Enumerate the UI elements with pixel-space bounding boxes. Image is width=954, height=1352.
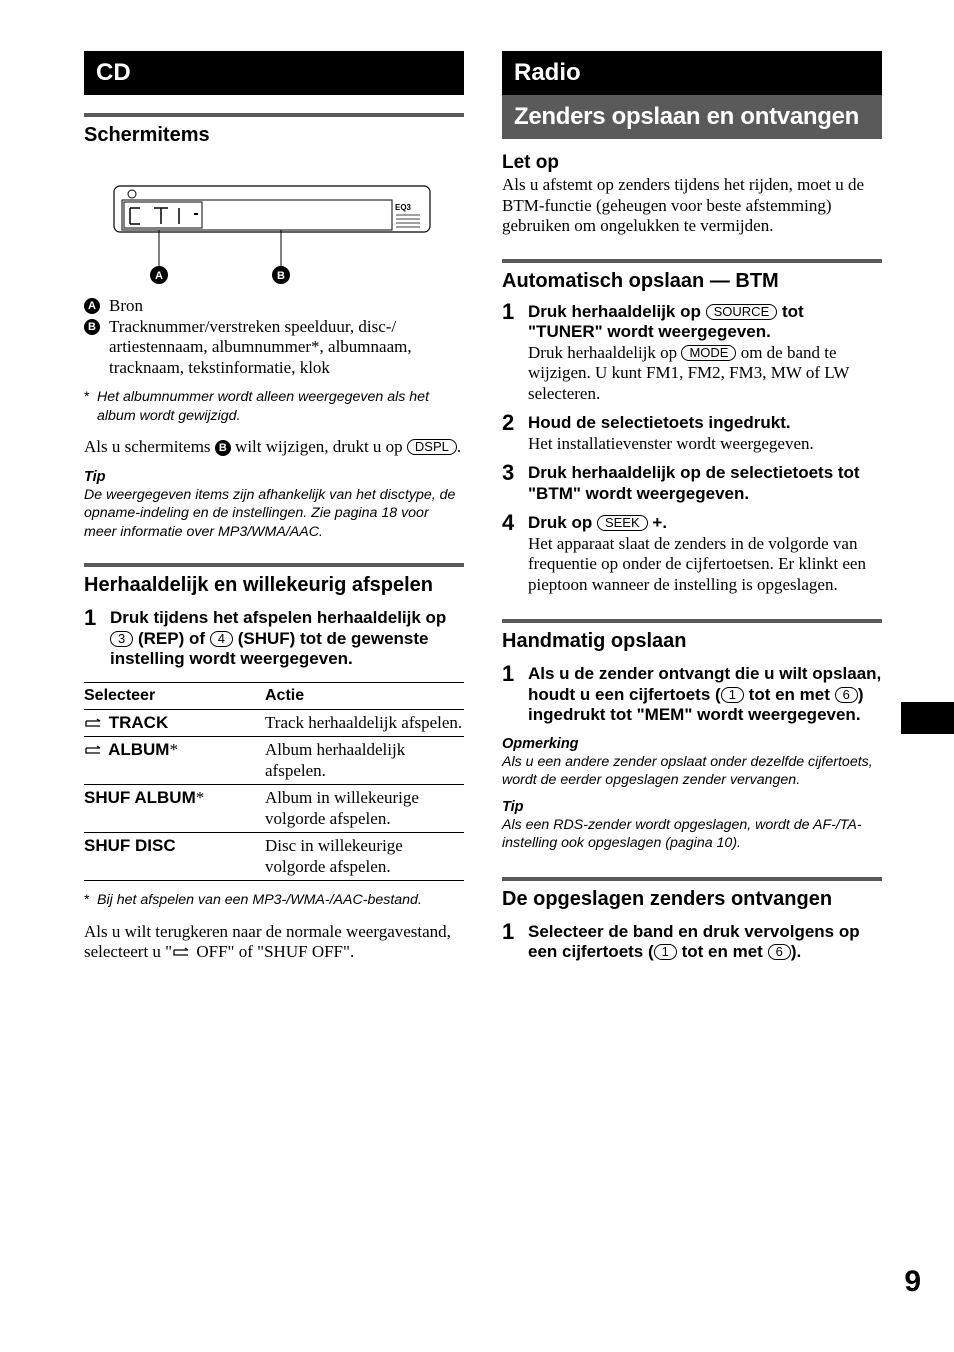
page-number: 9 xyxy=(904,1265,921,1298)
repeat-icon xyxy=(84,745,104,757)
table-row: TRACK Track herhaaldelijk afspelen. xyxy=(84,709,464,737)
return-text: Als u wilt terugkeren naar de normale weergavestand, selecteert u " OFF" of "SHUF OFF". xyxy=(84,921,451,961)
display-panel-diagram xyxy=(84,148,464,288)
seek-button: SEEK xyxy=(597,515,648,531)
section-tab-marker xyxy=(901,702,954,734)
repeat-step-1: 1 Druk tijdens het afspelen herhaaldelijk op 3 (REP) of 4 (SHUF) tot de gewenste instelling wordt weergegeven. xyxy=(84,605,447,668)
btm-step-4: 4 Druk op SEEK +. Het apparaat slaat de zenders in de volgorde van frequentie op onder de cijfertoetsen. Er klinkt een pieptoon wanneer de instelling is opgeslagen. xyxy=(502,510,866,594)
note-label: Opmerking xyxy=(502,735,579,752)
button-6: 6 xyxy=(768,944,791,960)
dspl-button: DSPL xyxy=(407,439,457,455)
badge-b-inline: B xyxy=(215,440,231,456)
play-mode-table xyxy=(84,682,464,882)
svg-text:EQ3: EQ3 xyxy=(395,203,412,212)
display-illustration xyxy=(84,148,464,288)
source-button: SOURCE xyxy=(706,304,778,320)
marker-b-label: B xyxy=(277,270,285,282)
repeat-icon xyxy=(172,947,192,959)
badge-b: B xyxy=(84,319,100,335)
table-row: SHUF ALBUM* Album in willekeurige volgorde afspelen. xyxy=(84,785,464,833)
table-head-select: Selecteer xyxy=(84,682,265,709)
schermitems-heading: Schermitems xyxy=(84,113,464,148)
item-a-text: Bron xyxy=(109,296,143,315)
btm-step-1: 1 Druk herhaaldelijk op SOURCE tot "TUNER" wordt weergegeven. Druk herhaaldelijk op MODE om de band te wijzigen. U kunt FM1, FM2, FM3, MW of LW selecteren. xyxy=(502,298,850,403)
right-column xyxy=(502,51,882,963)
change-items-text: Als u schermitems B wilt wijzigen, drukt u op DSPL . xyxy=(84,437,462,456)
btm-heading: Automatisch opslaan — BTM xyxy=(502,259,882,294)
table-row: ALBUM* Album herhaaldelijk afspelen. xyxy=(84,737,464,785)
letop-heading: Let op xyxy=(502,152,559,173)
step-number: 1 xyxy=(84,605,97,630)
marker-a-label: A xyxy=(155,270,163,282)
tip-text: De weergegeven items zijn afhankelijk van het disctype, de opname-indeling en de instellingen. Zie pagina 18 voor meer informatie over MP3/WMA/AAC. xyxy=(84,486,456,540)
button-6: 6 xyxy=(835,687,858,703)
receive-step-1: 1 Selecteer de band en druk vervolgens op een cijfertoets ( 1 tot en met 6 ). xyxy=(502,918,860,961)
button-4: 4 xyxy=(210,631,233,647)
btm-step-3: 3 Druk herhaaldelijk op de selectietoets tot "BTM" wordt weergegeven. xyxy=(502,460,860,503)
zenders-banner: Zenders opslaan en ontvangen xyxy=(502,95,882,139)
table-head-action: Actie xyxy=(265,682,464,709)
button-1: 1 xyxy=(654,944,677,960)
badge-a: A xyxy=(84,298,100,314)
table-row: SHUF DISC Disc in willekeurige volgorde afspelen. xyxy=(84,833,464,881)
tip-label: Tip xyxy=(502,798,524,815)
tip-label: Tip xyxy=(84,468,106,485)
mode-button: MODE xyxy=(681,345,736,361)
receive-heading: De opgeslagen zenders ontvangen xyxy=(502,877,882,912)
btm-step-2: 2 Houd de selectietoets ingedrukt. Het installatievenster wordt weergegeven. xyxy=(502,410,814,453)
button-3: 3 xyxy=(110,631,133,647)
button-1: 1 xyxy=(721,687,744,703)
item-b-row xyxy=(84,317,464,379)
letop-text: Als u afstemt op zenders tijdens het rijden, moet u de BTM-functie (geheugen voor beste afstemming) gebruiken om ongelukken te vermijden. xyxy=(502,175,865,235)
repeat-icon xyxy=(84,718,104,730)
manual-step-1: 1 Als u de zender ontvangt die u wilt opslaan, houdt u een cijfertoets ( 1 tot en met 6 ) ingedrukt tot "MEM" wordt weergegeven. xyxy=(502,661,882,724)
repeat-heading: Herhaaldelijk en willekeurig afspelen xyxy=(84,563,464,598)
left-column xyxy=(84,51,464,963)
radio-banner: Radio xyxy=(502,51,882,95)
item-a-row xyxy=(84,296,464,317)
repeat-footnote: * Bij het afspelen van een MP3-/WMA-/AAC-bestand. xyxy=(84,892,422,908)
manual-heading: Handmatig opslaan xyxy=(502,619,882,654)
item-b-text: Tracknummer/verstreken speelduur, disc-/ artiestennaam, albumnummer*, albumnaam, tracknaam, tekstinformatie, klok xyxy=(109,316,412,377)
note-text: Als u een andere zender opslaat onder dezelfde cijfertoets, wordt de eerder opgeslagen zender vervangen. xyxy=(502,753,873,788)
cd-banner: CD xyxy=(84,51,464,95)
schermitems-footnote: * Het albumnummer wordt alleen weergegeven als het album wordt gewijzigd. xyxy=(84,389,430,424)
tip-text: Als een RDS-zender wordt opgeslagen, wordt de AF-/TA-instelling ook opgeslagen (pagina 10). xyxy=(502,816,862,851)
